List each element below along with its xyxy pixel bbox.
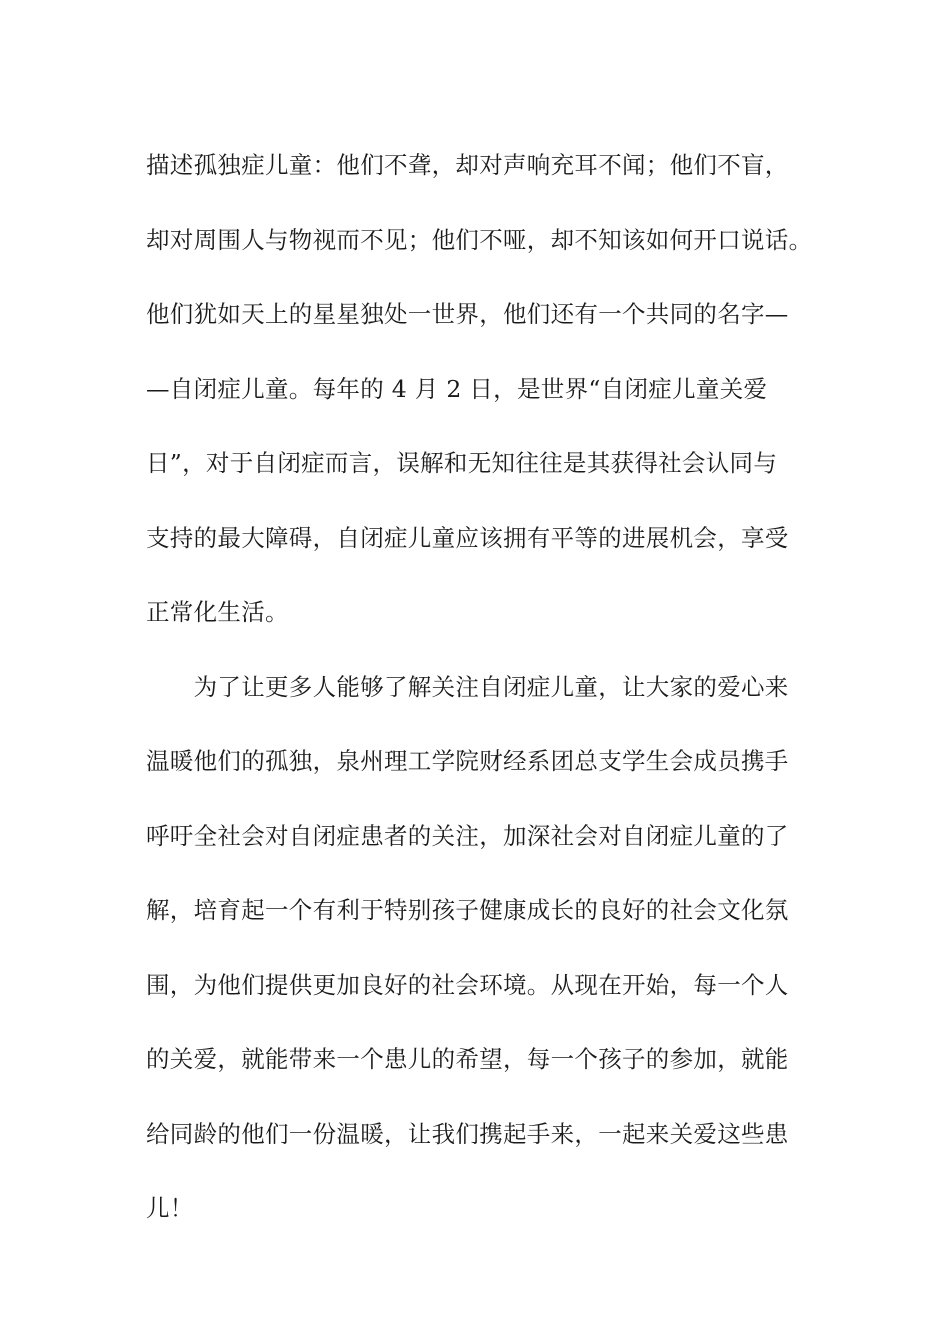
body-text: [146, 128, 826, 1246]
text-line: 儿！: [146, 1194, 194, 1222]
text-line: 支持的最大障碍，自闭症儿童应该拥有平等的进展机会，享受: [146, 523, 789, 552]
text-line: 为了让更多人能够了解关注自闭症儿童，让大家的爱心来: [146, 672, 789, 701]
text-line: 的关爱，就能带来一个患儿的希望，每一个孩子的参加，就能: [146, 1045, 789, 1073]
text-line: 温暖他们的孤独，泉州理工学院财经系团总支学生会成员携手: [146, 747, 789, 775]
text-line: 描述孤独症儿童：他们不聋，却对声响充耳不闻；他们不盲，: [146, 151, 789, 179]
text-line: 日”，对于自闭症而言，误解和无知往往是其获得社会认同与: [146, 449, 778, 477]
text-line: 给同龄的他们一份温暖，让我们携起手来，一起来关爱这些患: [146, 1119, 789, 1148]
text-line: 解，培育起一个有利于特别孩子健康成长的良好的社会文化氛: [146, 896, 789, 924]
text-line: 围，为他们提供更加良好的社会环境。从现在开始，每一个人: [146, 970, 789, 999]
text-line: 呼吁全社会对自闭症患者的关注，加深社会对自闭症儿童的了: [146, 821, 789, 850]
text-line: —自闭症儿童。每年的 4 月 2 日，是世界“自闭症儿童关爱: [146, 374, 768, 403]
text-line: 他们犹如天上的星星独处一世界，他们还有一个共同的名字—: [146, 300, 789, 328]
text-line: 正常化生活。: [146, 598, 289, 626]
text-line: 却对周围人与物视而不见；他们不哑，却不知该如何开口说话。: [146, 225, 813, 254]
